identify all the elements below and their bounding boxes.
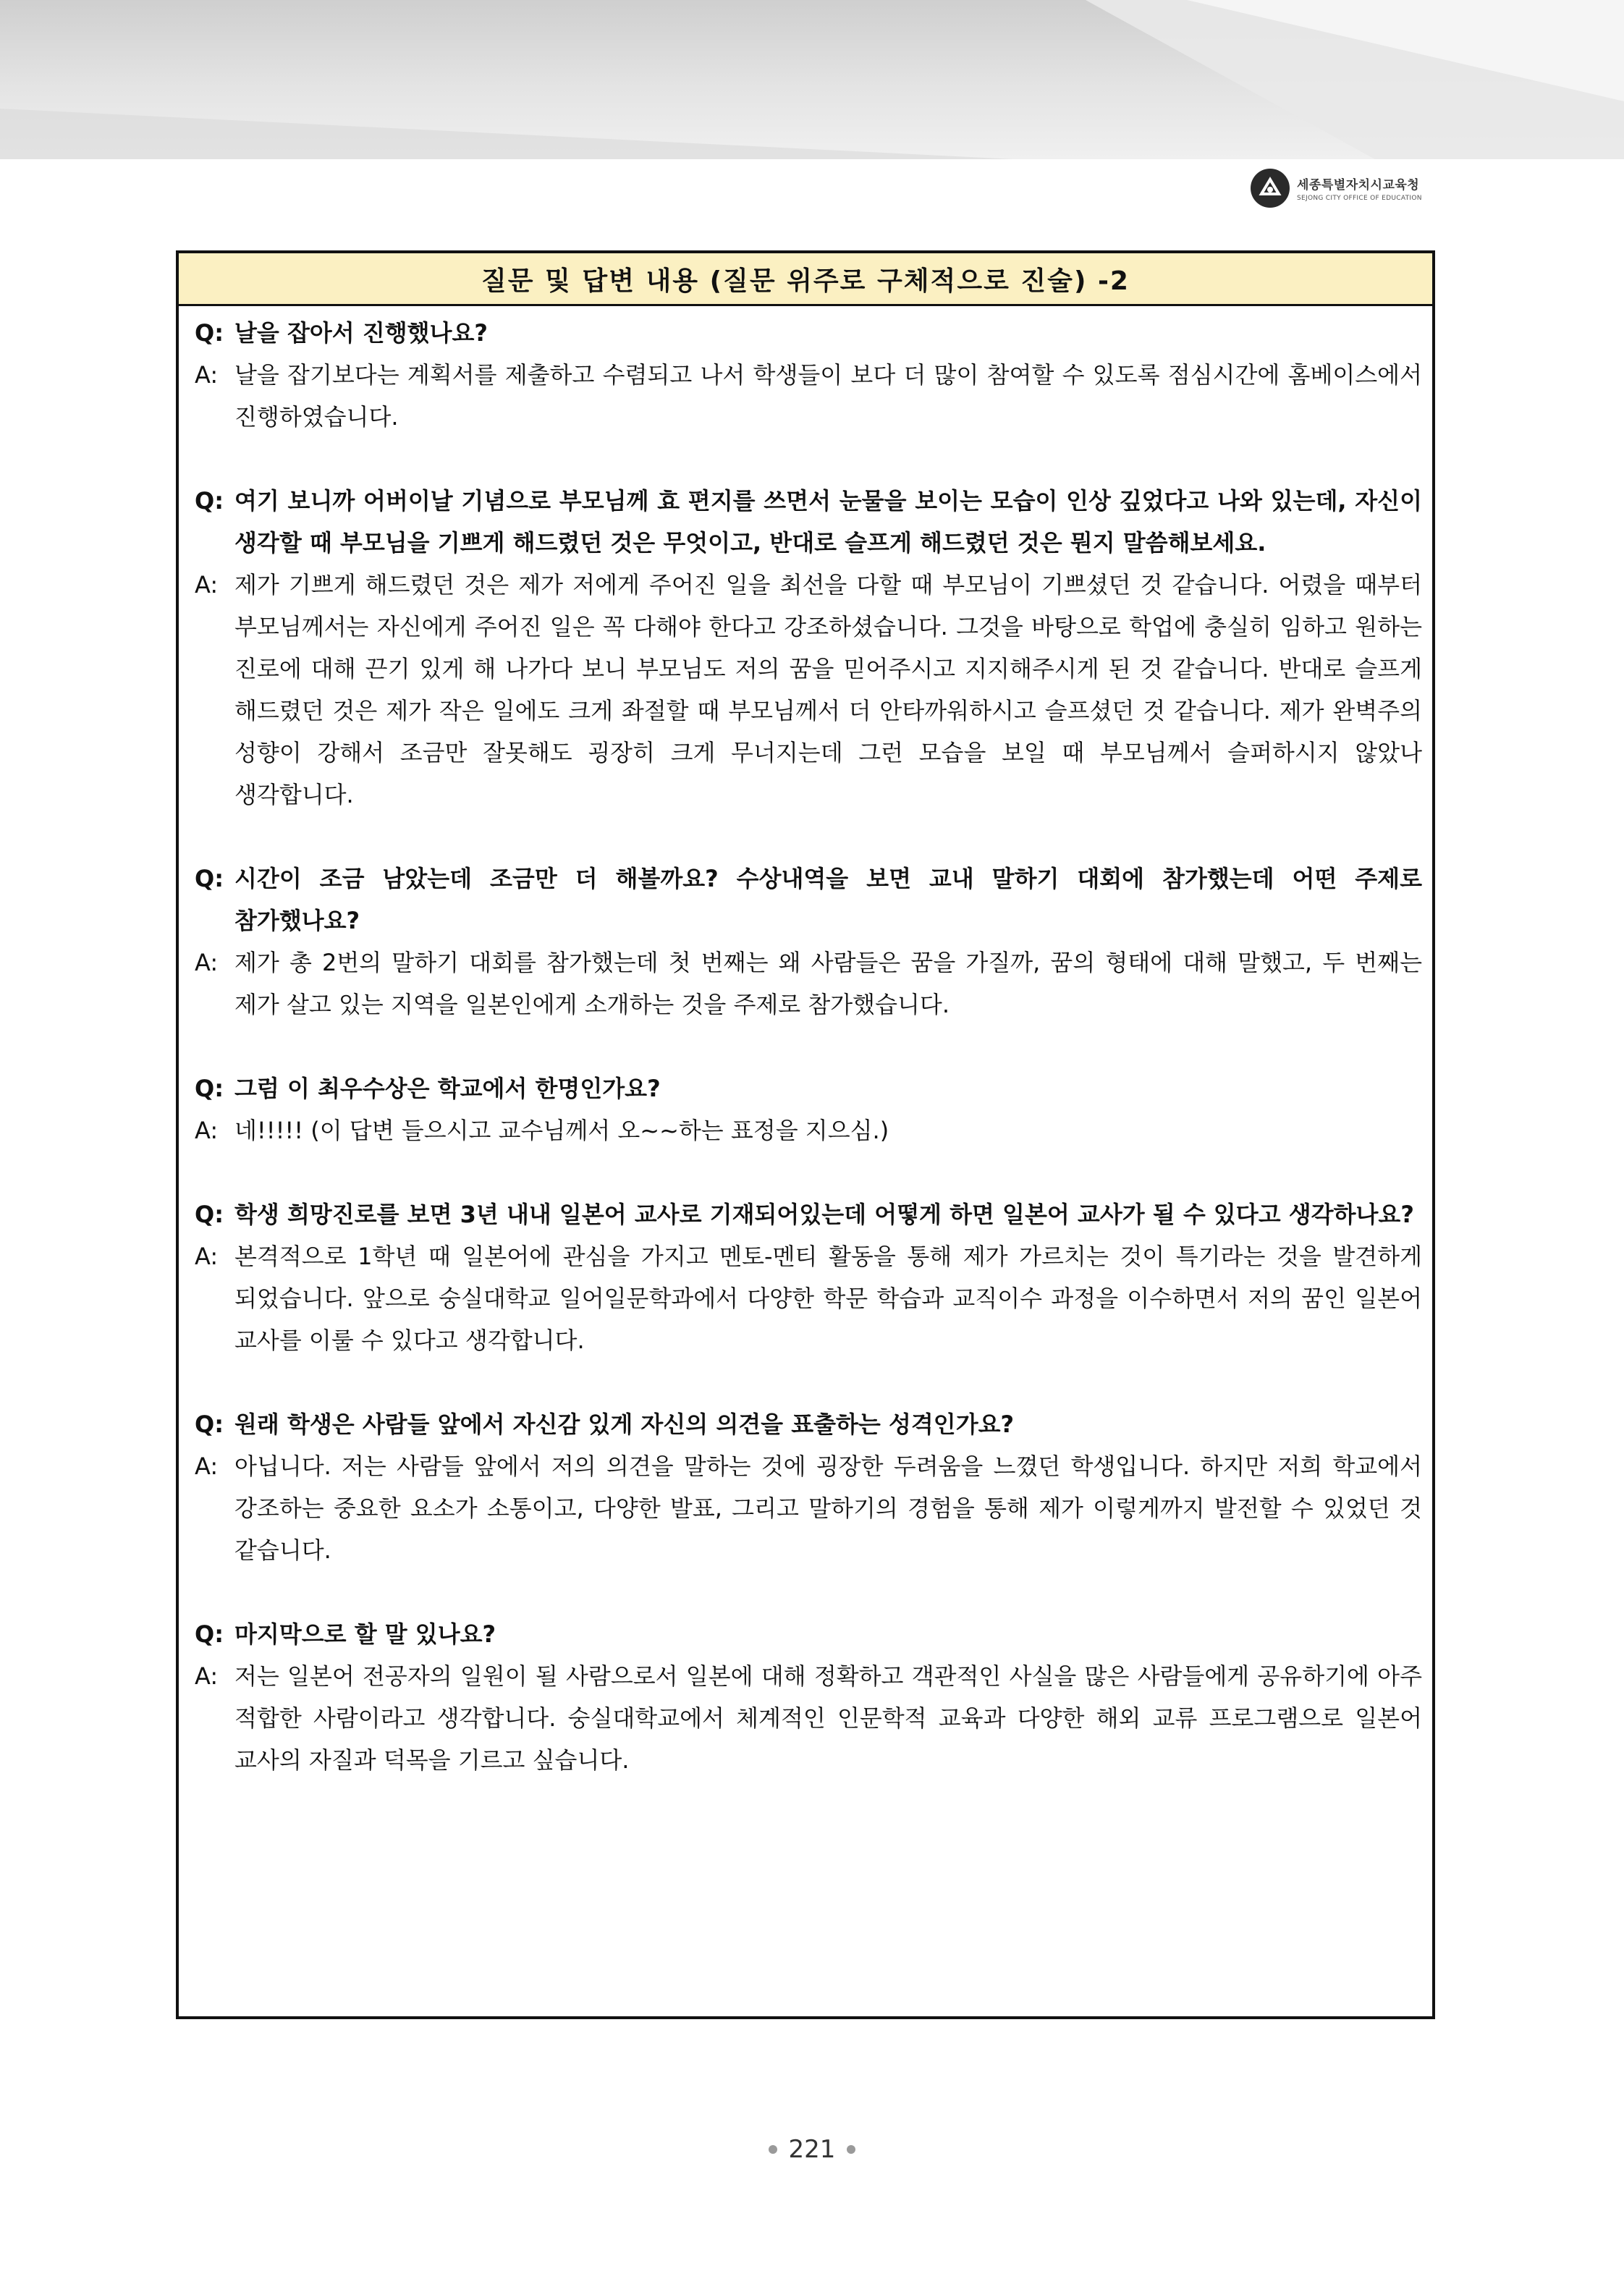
question-marker: Q:: [195, 1075, 224, 1102]
answer-line: [195, 942, 1422, 1026]
answer-text: 네!!!!! (이 답변 들으시고 교수님께서 오~~하는 표정을 지으심.): [234, 1117, 889, 1144]
question-line: [195, 1403, 1422, 1445]
qa-item: [195, 480, 1422, 816]
answer-line: [195, 1445, 1422, 1571]
answer-marker: A:: [195, 1453, 219, 1480]
answer-marker: A:: [195, 571, 219, 599]
question-marker: Q:: [195, 1620, 224, 1648]
question-marker: Q:: [195, 865, 224, 892]
logo-name: 세종특별자치시교육청: [1297, 178, 1420, 193]
qa-item: [195, 1067, 1422, 1151]
question-text: 학생 희망진로를 보면 3년 내내 일본어 교사로 기재되어있는데 어떻게 하면 일본어 교사가 될 수 있다고 생각하나요?: [234, 1201, 1414, 1228]
header-banner: [0, 0, 1624, 159]
answer-marker: A:: [195, 949, 219, 976]
answer-line: [195, 564, 1422, 816]
question-line: [195, 858, 1422, 942]
qa-list: [179, 306, 1432, 1781]
question-text: 시간이 조금 남았는데 조금만 더 해볼까요? 수상내역을 보면 교내 말하기 대회에 참가했는데 어떤 주제로 참가했나요?: [234, 865, 1422, 934]
qa-item: [195, 1403, 1422, 1571]
question-line: [195, 1067, 1422, 1109]
answer-text: 본격적으로 1학년 때 일본어에 관심을 가지고 멘토-멘티 활동을 통해 제가 가르치는 것이 특기라는 것을 발견하게 되었습니다. 앞으로 숭실대학교 일어일문학과에서 다양한 학문 학습과 교직이수 과정을 이수하면서 저의 꿈인 일본어 교사를 이룰 수 있다고 생각합니다.: [234, 1243, 1422, 1354]
qa-item: [195, 1193, 1422, 1361]
page-number: 221: [788, 2135, 836, 2164]
answer-marker: A:: [195, 361, 219, 389]
office-logo: [1251, 168, 1422, 208]
question-line: [195, 312, 1422, 354]
answer-marker: A:: [195, 1243, 219, 1270]
qa-frame: [176, 250, 1435, 2019]
question-text: 마지막으로 할 말 있나요?: [234, 1620, 496, 1648]
section-title: 질문 및 답변 내용 (질문 위주로 구체적으로 진술) -2: [179, 253, 1432, 306]
answer-text: 제가 총 2번의 말하기 대회를 참가했는데 첫 번째는 왜 사람들은 꿈을 가질까, 꿈의 형태에 대해 말했고, 두 번째는 제가 살고 있는 지역을 일본인에게 소개하는 것을 주제로 참가했습니다.: [234, 949, 1422, 1018]
answer-text: 날을 잡기보다는 계획서를 제출하고 수렴되고 나서 학생들이 보다 더 많이 참여할 수 있도록 점심시간에 홈베이스에서 진행하였습니다.: [234, 361, 1422, 431]
question-marker: Q:: [195, 1411, 224, 1438]
qa-item: [195, 1613, 1422, 1781]
answer-text: 아닙니다. 저는 사람들 앞에서 저의 의견을 말하는 것에 굉장한 두려움을 느꼈던 학생입니다. 하지만 저희 학교에서 강조하는 중요한 요소가 소통이고, 다양한 발표, 그리고 말하기의 경험을 통해 제가 이렇게까지 발전할 수 있었던 것 같습니다.: [234, 1453, 1422, 1564]
answer-line: [195, 1655, 1422, 1781]
answer-marker: A:: [195, 1662, 219, 1690]
question-text: 그럼 이 최우수상은 학교에서 한명인가요?: [234, 1075, 661, 1102]
answer-text: 저는 일본어 전공자의 일원이 될 사람으로서 일본에 대해 정확하고 객관적인 사실을 많은 사람들에게 공유하기에 아주 적합한 사람이라고 생각합니다. 숭실대학교에서 체계적인 인문학적 교육과 다양한 해외 교류 프로그램으로 일본어 교사의 자질과 덕목을 기르고 싶습니다.: [234, 1662, 1422, 1774]
logo-english-name: SEJONG CITY OFFICE OF EDUCATION: [1297, 195, 1422, 202]
bullet-dot-icon: [847, 2145, 855, 2154]
question-line: [195, 480, 1422, 564]
question-text: 여기 보니까 어버이날 기념으로 부모님께 효 편지를 쓰면서 눈물을 보이는 모습이 인상 깊었다고 나와 있는데, 자신이 생각할 때 부모님을 기쁘게 해드렸던 것은 무엇이고, 반대로 슬프게 해드렸던 것은 뭔지 말씀해보세요.: [234, 487, 1422, 557]
question-marker: Q:: [195, 319, 224, 347]
answer-text: 제가 기쁘게 해드렸던 것은 제가 저에게 주어진 일을 최선을 다할 때 부모님이 기쁘셨던 것 같습니다. 어렸을 때부터 부모님께서는 자신에게 주어진 일은 꼭 다해야 한다고 강조하셨습니다. 그것을 바탕으로 학업에 충실히 임하고 원하는 진로에 대해 끈기 있게 해 나가다 보니 부모님도 저의 꿈을 믿어주시고 지지해주시게 된 것 같습니다. 반대로 슬프게 해드렸던 것은 제가 작은 일에도 크게 좌절할 때 부모님께서 더 안타까워하시고 슬프셨던 것 같습니다. 제가 완벽주의 성향이 강해서 조금만 잘못해도 굉장히 크게 무너지는데 그런 모습을 보일 때 부모님께서 슬퍼하시지 않았나 생각합니다.: [234, 571, 1422, 808]
banner-decoration: [0, 0, 1624, 159]
page-footer: [0, 2135, 1624, 2164]
qa-item: [195, 312, 1422, 438]
question-line: [195, 1193, 1422, 1235]
question-marker: Q:: [195, 1201, 224, 1228]
question-marker: Q:: [195, 487, 224, 515]
question-text: 원래 학생은 사람들 앞에서 자신감 있게 자신의 의견을 표출하는 성격인가요?: [234, 1411, 1015, 1438]
answer-line: [195, 1235, 1422, 1361]
question-text: 날을 잡아서 진행했나요?: [234, 319, 488, 347]
answer-line: [195, 354, 1422, 438]
question-line: [195, 1613, 1422, 1655]
logo-emblem-icon: [1251, 169, 1290, 208]
qa-item: [195, 858, 1422, 1026]
bullet-dot-icon: [769, 2145, 777, 2154]
answer-marker: A:: [195, 1117, 219, 1144]
answer-line: [195, 1109, 1422, 1151]
